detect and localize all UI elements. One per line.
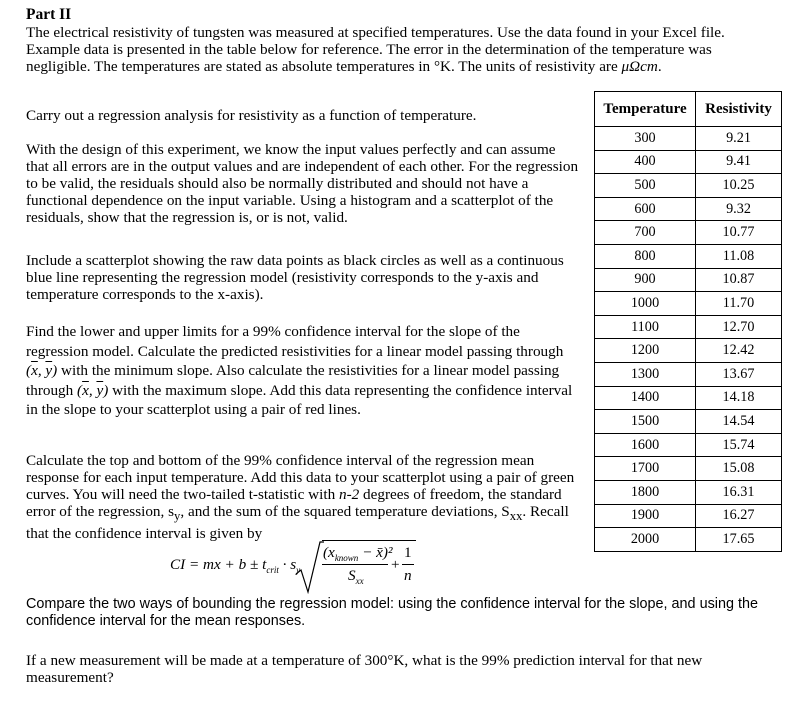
- table-row: [595, 528, 782, 552]
- cell-resistivity: 10.77: [696, 221, 782, 245]
- table-row: [595, 339, 782, 363]
- cell-resistivity: 16.31: [696, 480, 782, 504]
- mean-sxx: xx: [509, 509, 523, 524]
- point-xy-1: ($\overline{x}$, $\overline{y}$): [26, 362, 58, 379]
- cell-temperature: 400: [595, 150, 696, 174]
- table-row: [595, 457, 782, 481]
- table-header-row: [595, 92, 782, 127]
- slope-ci-paragraph: [26, 322, 581, 420]
- table-row: [595, 221, 782, 245]
- cell-resistivity: 11.70: [696, 292, 782, 316]
- cell-temperature: 1600: [595, 433, 696, 457]
- cell-resistivity: 15.08: [696, 457, 782, 481]
- cell-temperature: 1100: [595, 315, 696, 339]
- cell-temperature: 2000: [595, 528, 696, 552]
- cell-resistivity: 9.21: [696, 127, 782, 151]
- part-heading: Part II: [26, 6, 72, 23]
- table-row: [595, 127, 782, 151]
- cell-resistivity: 10.25: [696, 174, 782, 198]
- formula-plus: +: [391, 556, 400, 573]
- cell-temperature: 1700: [595, 457, 696, 481]
- table-row: [595, 410, 782, 434]
- cell-temperature: 800: [595, 244, 696, 268]
- cell-resistivity: 13.67: [696, 362, 782, 386]
- mean-ci-paragraph: [26, 452, 581, 542]
- table-row: [595, 504, 782, 528]
- scatterplot-paragraph: Include a scatterplot showing the raw data points as black circles as well as a continuous blue line representing the regression model (resistivity corresponds to the y-axis and temperature corresponds to the x-axis).: [26, 252, 564, 303]
- slope-text-1: Find the lower and upper limits for a 99% confidence interval for the slope of the regression model. Calculate the predicted resistivities for a linear model passing through: [26, 323, 564, 360]
- cell-temperature: 1000: [595, 292, 696, 316]
- table-row: [595, 150, 782, 174]
- prediction-interval-paragraph: If a new measurement will be made at a temperature of 300°K, what is the 99% prediction interval for that new measurement?: [26, 652, 703, 686]
- slope-text-2: with the minimum slope. Also calculate the resistivities for a linear model passing through: [26, 362, 560, 399]
- cell-temperature: 600: [595, 197, 696, 221]
- table-row: [595, 197, 782, 221]
- cell-temperature: 1800: [595, 480, 696, 504]
- cell-resistivity: 12.70: [696, 315, 782, 339]
- cell-resistivity: 9.32: [696, 197, 782, 221]
- table-row: [595, 292, 782, 316]
- compare-paragraph: Compare the two ways of bounding the regression model: using the confidence interval for the slope, and using the confidence interval for the mean responses.: [26, 596, 758, 629]
- table-row: [595, 315, 782, 339]
- formula-denominator: $S_{xx}$: [348, 567, 364, 587]
- mean-sy: y: [174, 509, 181, 524]
- cell-temperature: 1200: [595, 339, 696, 363]
- cell-temperature: 1400: [595, 386, 696, 410]
- intro-paragraph: The electrical resistivity of tungsten was measured at specified temperatures. Use the data found in your Excel file. Example data is presented in the table below for reference. The error in the determination of the temperature was negligible. The temperatures are stated as absolute temperatures in °K. The units of resistivity are μΩcm.: [26, 24, 725, 75]
- cell-resistivity: 17.65: [696, 528, 782, 552]
- table-row: [595, 362, 782, 386]
- table-row: [595, 480, 782, 504]
- table-row: [595, 386, 782, 410]
- table-row: [595, 268, 782, 292]
- table-row: [595, 433, 782, 457]
- formula-one: 1: [404, 544, 412, 561]
- cell-temperature: 1500: [595, 410, 696, 434]
- header-resistivity: Resistivity: [696, 92, 782, 127]
- mean-text-2: degrees of freedom, the standard error of the regression, s: [26, 486, 562, 520]
- formula-lhs: CI = mx + $b \pm t_{crit} \cdot s_y$: [170, 556, 301, 576]
- formula-n: n: [404, 567, 412, 584]
- cell-temperature: 300: [595, 127, 696, 151]
- mean-n2: n-2: [338, 486, 360, 503]
- intro-units: μΩcm: [621, 58, 658, 75]
- mean-text-4: . Recall that the confidence interval is given by: [26, 503, 569, 543]
- header-temperature: Temperature: [595, 92, 696, 127]
- cell-temperature: 1300: [595, 362, 696, 386]
- mean-text-3: , and the sum of the squared temperature deviations, S: [180, 503, 510, 520]
- cell-temperature: 1900: [595, 504, 696, 528]
- point-xy-2: ($\overline{x}$, $\overline{y}$): [77, 381, 109, 399]
- fraction-bar-1: [322, 564, 388, 565]
- cell-resistivity: 14.18: [696, 386, 782, 410]
- table-row: [595, 244, 782, 268]
- cell-resistivity: 14.54: [696, 410, 782, 434]
- sqrt-bar: [322, 540, 416, 541]
- cell-temperature: 900: [595, 268, 696, 292]
- table-row: [595, 174, 782, 198]
- cell-temperature: 500: [595, 174, 696, 198]
- cell-resistivity: 15.74: [696, 433, 782, 457]
- confidence-interval-formula: [170, 538, 450, 594]
- cell-resistivity: 10.87: [696, 268, 782, 292]
- sqrt-symbol: [294, 538, 324, 594]
- regression-paragraph: Carry out a regression analysis for resistivity as a function of temperature.: [26, 107, 477, 124]
- table-body: [595, 127, 782, 552]
- cell-resistivity: 11.08: [696, 244, 782, 268]
- cell-resistivity: 12.42: [696, 339, 782, 363]
- mean-text-1: Calculate the top and bottom of the 99% confidence interval of the regression mean response for each input temperature. Add this data to your scatterplot using a pair of green curves. You will need the two-tailed t-statistic with: [26, 452, 575, 503]
- slope-text-3: with the maximum slope. Add this data representing the confidence interval in the slope to your scatterplot using a pair of red lines.: [26, 381, 573, 418]
- cell-temperature: 700: [595, 221, 696, 245]
- fraction-bar-2: [402, 564, 414, 565]
- intro-text: The electrical resistivity of tungsten was measured at specified temperatures. Use the data found in your Excel file. Example data is presented in the table below for reference. The error in the determination of the temperature was negligible. The temperatures are stated as absolute temperatures in °K. The units of resistivity are: [26, 24, 725, 75]
- data-table: [594, 91, 782, 552]
- residuals-paragraph: With the design of this experiment, we know the input values perfectly and can assume that all errors are in the output values and are independent of each other. For the regression to be valid, the residuals should also be normally distributed and should not have a functional dependence on the input variable. Using a histogram and a scatterplot of the residuals, show that the regression is, or is not, valid.: [26, 141, 579, 226]
- cell-resistivity: 9.41: [696, 150, 782, 174]
- cell-resistivity: 16.27: [696, 504, 782, 528]
- formula-numerator: ($x_{known}$ − x̄)²: [323, 544, 393, 564]
